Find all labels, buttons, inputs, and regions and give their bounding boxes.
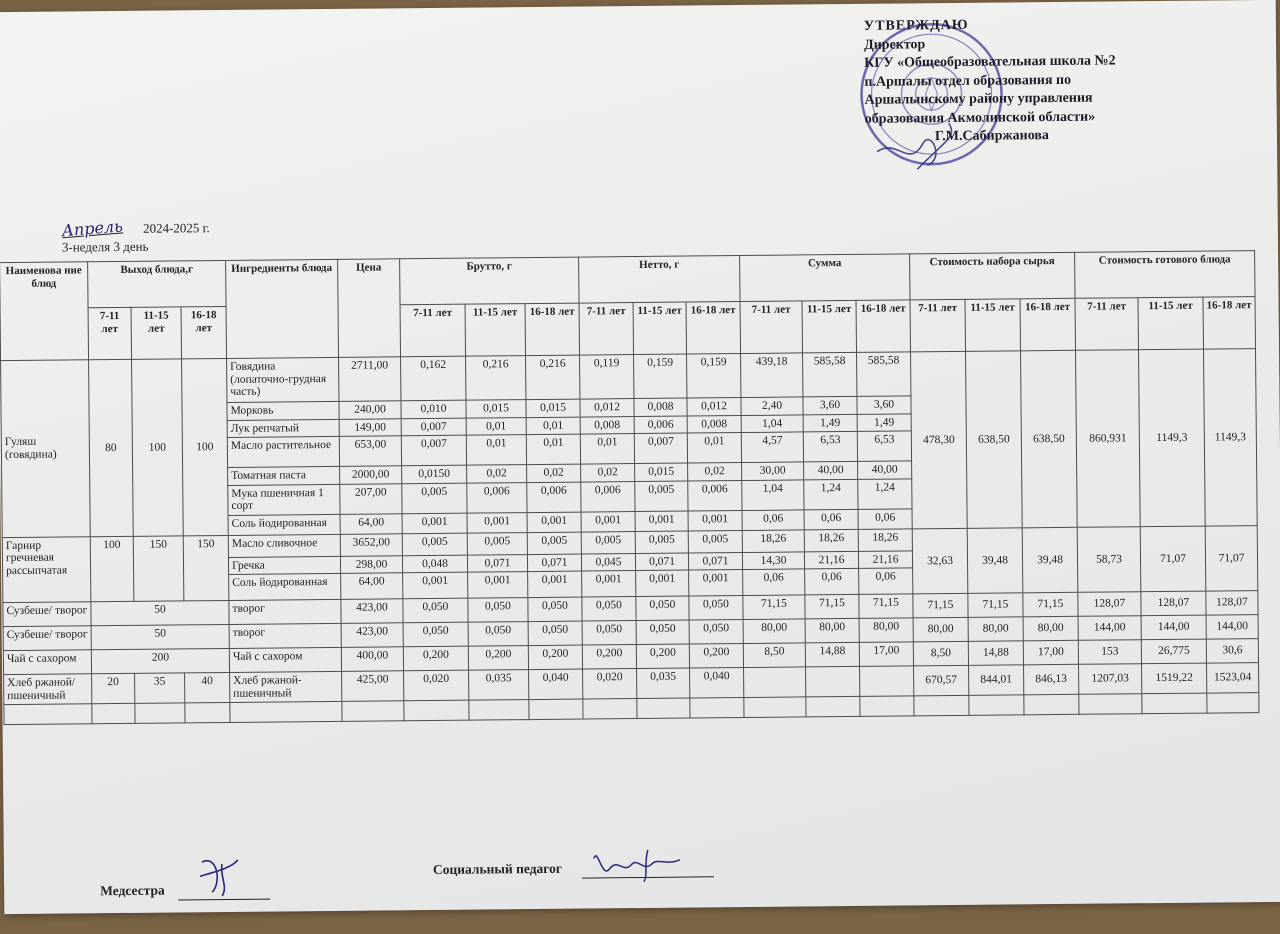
value-cell: 0,050 bbox=[403, 622, 468, 647]
age-header: 7-11 лет bbox=[740, 301, 802, 354]
value-cell: 21,16 bbox=[804, 551, 858, 569]
value-cell: 0,007 bbox=[401, 418, 466, 436]
value-cell: 17,00 bbox=[859, 642, 913, 667]
value-cell: 0,159 bbox=[634, 354, 687, 399]
value-cell: 0,119 bbox=[580, 355, 634, 400]
raw-cost-cell: 638,50 bbox=[966, 351, 1023, 528]
value-cell: 0,050 bbox=[468, 622, 528, 647]
age-header: 7-11 лет bbox=[1075, 298, 1138, 351]
value-cell: 0,02 bbox=[688, 463, 742, 481]
dish-name: Чай с сахором bbox=[3, 650, 91, 675]
value-cell: 0,162 bbox=[401, 356, 466, 401]
ingredient-price: 3652,00 bbox=[340, 533, 402, 556]
empty-cell bbox=[185, 702, 230, 722]
ingredient-name: Масло сливочное bbox=[228, 534, 340, 557]
ready-cost-cell: 71,07 bbox=[1140, 526, 1206, 592]
value-cell: 585,58 bbox=[857, 352, 911, 397]
value-cell: 0,050 bbox=[689, 596, 743, 621]
ingredient-price: 64,00 bbox=[341, 573, 403, 600]
value-cell: 0,012 bbox=[687, 398, 741, 416]
age-header: 11-15 лет bbox=[802, 300, 856, 353]
total-cell: 1519,22 bbox=[1142, 663, 1207, 694]
age-header: 7-11 лет bbox=[910, 299, 965, 352]
age-header: 11-15 лет bbox=[465, 304, 525, 357]
ready-cost-cell: 1149,3 bbox=[1203, 349, 1257, 526]
value-cell: 0,159 bbox=[687, 354, 741, 399]
value-cell: 1,04 bbox=[742, 479, 804, 510]
raw-cost-cell: 80,00 bbox=[968, 617, 1023, 642]
value-cell: 0,01 bbox=[466, 417, 526, 435]
value-cell: 0,001 bbox=[635, 511, 688, 532]
value-cell: 0,071 bbox=[527, 554, 581, 572]
dish-output: 150 bbox=[183, 535, 229, 601]
raw-cost-cell: 14,88 bbox=[968, 641, 1023, 666]
col-header-raw-cost: Стоимость набора сырья bbox=[910, 252, 1075, 300]
raw-cost-cell: 80,00 bbox=[913, 617, 968, 642]
value-cell: 0,200 bbox=[636, 644, 689, 669]
value-cell: 0,035 bbox=[637, 668, 690, 699]
value-cell: 0,06 bbox=[859, 568, 913, 595]
value-cell: 0,015 bbox=[635, 463, 688, 481]
ingredient-name: Соль йодированная bbox=[229, 573, 341, 600]
value-cell: 0,001 bbox=[468, 572, 528, 599]
ingredient-price: 425,00 bbox=[342, 671, 404, 702]
value-cell: 0,02 bbox=[581, 464, 635, 482]
total-cell: 844,01 bbox=[969, 665, 1024, 696]
value-cell bbox=[806, 666, 860, 697]
ingredient-name: Говядина (лопаточно-грудная часть) bbox=[227, 357, 339, 402]
value-cell: 0,0150 bbox=[402, 465, 467, 483]
value-cell: 0,010 bbox=[401, 400, 466, 418]
value-cell: 0,200 bbox=[528, 645, 582, 670]
value-cell: 0,020 bbox=[583, 669, 637, 700]
empty-cell bbox=[529, 699, 583, 720]
total-cell: 1523,04 bbox=[1207, 663, 1259, 693]
age-header: 16-18 лет bbox=[856, 300, 910, 353]
empty-cell bbox=[860, 696, 914, 717]
value-cell: 0,005 bbox=[402, 533, 467, 556]
value-cell: 21,16 bbox=[858, 550, 912, 568]
age-header: 7-11 лет bbox=[88, 307, 131, 359]
ready-cost-cell: 71,07 bbox=[1205, 525, 1258, 591]
ingredient-price: 207,00 bbox=[340, 483, 402, 514]
col-header-price: Цена bbox=[338, 259, 401, 358]
ingredient-name: Хлеб ржаной-пшеничный bbox=[230, 671, 342, 702]
value-cell: 80,00 bbox=[743, 619, 805, 644]
value-cell: 30,00 bbox=[742, 462, 804, 480]
dish-output: 150 bbox=[133, 535, 184, 601]
dish-output: 35 bbox=[135, 673, 185, 703]
value-cell: 1,24 bbox=[858, 478, 912, 509]
empty-cell bbox=[637, 698, 690, 719]
value-cell: 0,001 bbox=[402, 513, 467, 534]
value-cell: 71,15 bbox=[859, 594, 913, 619]
value-cell: 0,008 bbox=[687, 415, 741, 433]
value-cell: 0,071 bbox=[688, 552, 742, 570]
ingredient-name: творог bbox=[229, 623, 341, 648]
dish-output: 100 bbox=[90, 536, 134, 602]
ingredient-price: 298,00 bbox=[340, 555, 402, 573]
empty-cell bbox=[135, 703, 185, 723]
value-cell: 0,200 bbox=[468, 646, 528, 671]
value-cell: 80,00 bbox=[805, 618, 859, 643]
empty-cell bbox=[230, 701, 342, 722]
empty-cell bbox=[92, 703, 135, 723]
col-header-output: Выход блюда,г bbox=[88, 260, 226, 307]
empty-cell bbox=[342, 701, 404, 722]
value-cell: 0,01 bbox=[526, 417, 580, 435]
ready-cost-cell: 128,07 bbox=[1206, 591, 1258, 615]
value-cell: 0,050 bbox=[582, 597, 636, 622]
social-signature-icon bbox=[588, 843, 698, 884]
dish-output: 40 bbox=[185, 672, 230, 702]
ready-cost-cell: 153 bbox=[1078, 640, 1141, 665]
value-cell: 0,040 bbox=[529, 669, 583, 700]
ingredient-name: Масло растительное bbox=[227, 436, 339, 467]
ready-cost-cell: 860,931 bbox=[1076, 350, 1141, 527]
raw-cost-cell: 32,63 bbox=[912, 528, 968, 594]
ready-cost-cell: 128,07 bbox=[1078, 592, 1141, 617]
value-cell: 0,006 bbox=[634, 416, 687, 434]
age-header: 7-11 лет bbox=[579, 303, 633, 356]
value-cell: 0,012 bbox=[580, 399, 634, 417]
value-cell: 0,071 bbox=[467, 554, 527, 572]
raw-cost-cell: 638,50 bbox=[1021, 350, 1078, 527]
ready-cost-cell: 144,00 bbox=[1078, 616, 1141, 641]
age-header: 11-15 лет bbox=[633, 302, 686, 355]
value-cell: 439,18 bbox=[741, 353, 803, 398]
value-cell: 0,001 bbox=[636, 570, 689, 597]
age-header: 11-15 лет bbox=[965, 299, 1020, 352]
nurse-label: Медсестра bbox=[100, 882, 165, 899]
value-cell: 0,040 bbox=[690, 668, 744, 699]
value-cell: 0,02 bbox=[527, 464, 581, 482]
value-cell: 0,001 bbox=[403, 572, 468, 599]
value-cell: 0,001 bbox=[688, 510, 742, 531]
dish-output: 20 bbox=[92, 673, 135, 703]
empty-cell bbox=[914, 695, 969, 716]
empty-cell bbox=[404, 700, 469, 721]
value-cell bbox=[744, 667, 806, 698]
approval-line: п.Аршалы отдел образования по bbox=[864, 72, 1072, 90]
value-cell: 0,06 bbox=[743, 569, 805, 596]
approval-signer: Г.М.Сабиржанова bbox=[934, 128, 1049, 145]
value-cell: 0,02 bbox=[467, 465, 527, 483]
value-cell: 18,26 bbox=[742, 529, 804, 552]
ingredient-price: 2711,00 bbox=[339, 357, 401, 402]
empty-cell bbox=[1207, 693, 1259, 713]
ingredient-name: Соль йодированная bbox=[228, 514, 340, 535]
dish-name: Сузбеше/ творог bbox=[3, 602, 91, 627]
age-header: 11-15 лет bbox=[131, 307, 181, 359]
value-cell: 0,005 bbox=[688, 530, 742, 553]
value-cell: 0,035 bbox=[469, 670, 529, 701]
empty-cell bbox=[806, 696, 860, 717]
ingredient-name: Лук репчатый bbox=[227, 419, 339, 438]
value-cell: 0,007 bbox=[634, 433, 687, 464]
raw-cost-cell: 8,50 bbox=[913, 641, 968, 666]
raw-cost-cell: 39,48 bbox=[1022, 527, 1078, 593]
ready-cost-cell: 128,07 bbox=[1141, 591, 1206, 616]
value-cell: 0,050 bbox=[528, 621, 582, 646]
col-header-ready-cost: Стоимость готового блюда bbox=[1075, 251, 1255, 299]
value-cell: 40,00 bbox=[858, 461, 912, 479]
raw-cost-cell: 478,30 bbox=[911, 351, 968, 528]
empty-cell bbox=[969, 695, 1024, 716]
value-cell: 0,005 bbox=[581, 531, 635, 554]
ingredient-name: творог bbox=[229, 599, 341, 624]
ready-cost-cell: 144,00 bbox=[1206, 615, 1258, 639]
dish-output: 50 bbox=[91, 600, 229, 625]
value-cell: 585,58 bbox=[803, 352, 857, 397]
nurse-signature-icon bbox=[192, 852, 242, 898]
value-cell: 0,071 bbox=[635, 553, 688, 571]
ingredient-name: Мука пшеничная 1 сорт bbox=[228, 484, 340, 515]
value-cell: 4,57 bbox=[741, 432, 803, 463]
col-header-netto: Нетто, г bbox=[579, 256, 740, 304]
value-cell: 0,050 bbox=[582, 621, 636, 646]
value-cell: 0,200 bbox=[403, 646, 468, 671]
total-cell: 1207,03 bbox=[1079, 664, 1142, 695]
value-cell: 0,06 bbox=[858, 508, 912, 529]
value-cell: 0,200 bbox=[689, 644, 743, 669]
value-cell: 0,06 bbox=[742, 509, 804, 530]
empty-cell bbox=[4, 704, 92, 725]
value-cell: 0,050 bbox=[636, 620, 689, 645]
approval-title: УТВЕРЖДАЮ bbox=[863, 17, 969, 34]
empty-cell bbox=[469, 700, 529, 721]
raw-cost-cell: 71,15 bbox=[968, 593, 1023, 618]
value-cell: 0,050 bbox=[468, 598, 528, 623]
value-cell: 0,045 bbox=[581, 553, 635, 571]
ingredient-price: 400,00 bbox=[341, 647, 403, 672]
handwritten-month: Апрель bbox=[61, 216, 124, 241]
ready-cost-cell: 26,775 bbox=[1141, 639, 1206, 664]
empty-cell bbox=[1079, 694, 1142, 715]
value-cell: 0,200 bbox=[582, 645, 636, 670]
value-cell: 0,001 bbox=[527, 512, 581, 533]
empty-cell bbox=[1024, 694, 1079, 715]
value-cell: 0,020 bbox=[404, 670, 469, 701]
ingredient-name: Гречка bbox=[228, 556, 340, 575]
age-header: 11-15 лет bbox=[1138, 297, 1203, 350]
value-cell: 0,005 bbox=[635, 531, 688, 554]
social-pedagogue-label: Социальный педагог bbox=[432, 860, 562, 878]
value-cell: 0,006 bbox=[467, 482, 527, 513]
value-cell: 3,60 bbox=[857, 396, 911, 414]
ingredient-name: Томатная паста bbox=[228, 466, 340, 485]
value-cell: 1,04 bbox=[741, 414, 803, 432]
dish-name: Сузбеше/ творог bbox=[3, 626, 91, 651]
value-cell: 0,050 bbox=[528, 597, 582, 622]
ingredient-price: 653,00 bbox=[339, 436, 401, 467]
col-header-brutto: Брутто, г bbox=[400, 257, 579, 305]
age-header: 16-18 лет bbox=[1020, 298, 1075, 351]
raw-cost-cell: 71,15 bbox=[913, 593, 968, 618]
raw-cost-cell: 71,15 bbox=[1023, 592, 1078, 617]
value-cell: 0,216 bbox=[466, 356, 526, 401]
approval-line: КГУ «Общеобразовательная школа №2 bbox=[864, 53, 1116, 71]
dish-output: 80 bbox=[89, 359, 134, 536]
week-day: 3-неделя 3 день bbox=[61, 238, 149, 255]
value-cell: 0,005 bbox=[402, 483, 467, 514]
value-cell bbox=[860, 666, 914, 697]
value-cell: 0,001 bbox=[467, 512, 527, 533]
value-cell: 40,00 bbox=[804, 461, 858, 479]
value-cell: 3,60 bbox=[803, 396, 857, 414]
menu-table bbox=[0, 250, 1259, 725]
empty-cell bbox=[690, 698, 744, 719]
school-year: 2024-2025 г. bbox=[142, 220, 210, 236]
value-cell: 71,15 bbox=[805, 594, 859, 619]
value-cell: 0,015 bbox=[526, 399, 580, 417]
value-cell: 0,01 bbox=[466, 435, 526, 466]
dish-name: Гуляш (говядина) bbox=[1, 360, 91, 537]
value-cell: 0,050 bbox=[636, 596, 689, 621]
value-cell: 0,006 bbox=[527, 482, 581, 513]
ingredient-price: 64,00 bbox=[340, 513, 402, 534]
value-cell: 0,006 bbox=[581, 481, 635, 512]
value-cell: 0,001 bbox=[581, 511, 635, 532]
total-cell: 846,13 bbox=[1024, 664, 1079, 695]
value-cell: 1,24 bbox=[804, 479, 858, 510]
raw-cost-cell: 80,00 bbox=[1023, 616, 1078, 641]
col-header-sum: Сумма bbox=[740, 254, 910, 302]
value-cell: 0,008 bbox=[634, 398, 687, 416]
ready-cost-cell: 30,6 bbox=[1206, 639, 1258, 663]
ready-cost-cell: 1149,3 bbox=[1139, 349, 1206, 526]
ready-cost-cell: 144,00 bbox=[1141, 615, 1206, 640]
empty-cell bbox=[744, 697, 806, 718]
value-cell: 0,01 bbox=[687, 433, 741, 464]
approval-block bbox=[864, 15, 1117, 147]
empty-cell bbox=[583, 699, 637, 720]
value-cell: 2,40 bbox=[741, 397, 803, 415]
dish-output: 100 bbox=[182, 358, 229, 535]
value-cell: 0,050 bbox=[403, 598, 468, 623]
col-header-ingredients: Ингредиенты блюда bbox=[226, 259, 339, 358]
ingredient-price: 149,00 bbox=[339, 418, 401, 436]
dish-output: 200 bbox=[91, 648, 229, 673]
value-cell: 0,015 bbox=[466, 400, 526, 418]
value-cell: 71,15 bbox=[743, 595, 805, 620]
value-cell: 1,49 bbox=[803, 414, 857, 432]
raw-cost-cell: 17,00 bbox=[1023, 640, 1078, 665]
value-cell: 0,048 bbox=[402, 555, 467, 573]
value-cell: 0,008 bbox=[580, 416, 634, 434]
value-cell: 0,01 bbox=[580, 434, 634, 465]
date-block bbox=[62, 218, 210, 256]
value-cell: 0,06 bbox=[805, 568, 859, 595]
dish-name: Гарнир гречневая рассыпчатая bbox=[2, 536, 91, 602]
value-cell: 0,050 bbox=[689, 620, 743, 645]
age-header: 16-18 лет bbox=[686, 302, 740, 355]
dish-output: 50 bbox=[91, 624, 229, 649]
ingredient-price: 423,00 bbox=[341, 599, 403, 624]
col-header-dish: Наименова ние блюд bbox=[0, 262, 89, 361]
age-header: 16-18 лет bbox=[181, 306, 226, 358]
value-cell: 8,50 bbox=[743, 643, 805, 668]
raw-cost-cell: 39,48 bbox=[967, 527, 1023, 593]
total-cell: 670,57 bbox=[914, 665, 969, 696]
signatures-block bbox=[100, 853, 1000, 899]
age-header: 16-18 лет bbox=[1203, 297, 1255, 349]
value-cell: 0,001 bbox=[528, 571, 582, 598]
dish-name: Хлеб ржаной/пшеничный bbox=[4, 674, 92, 705]
ingredient-price: 240,00 bbox=[339, 401, 401, 419]
value-cell: 6,53 bbox=[857, 431, 911, 462]
dish-output: 100 bbox=[132, 359, 184, 536]
ingredient-price: 423,00 bbox=[341, 623, 403, 648]
value-cell: 1,49 bbox=[857, 413, 911, 431]
value-cell: 14,88 bbox=[805, 642, 859, 667]
approval-line: Аршалынскому району управления bbox=[864, 90, 1093, 108]
approval-line: Директор bbox=[863, 36, 926, 53]
value-cell: 6,53 bbox=[803, 431, 857, 462]
value-cell: 0,007 bbox=[401, 435, 466, 466]
value-cell: 18,26 bbox=[858, 528, 912, 551]
approval-line: образования Акмолинской области» bbox=[864, 109, 1096, 127]
ingredient-name: Чай с сахором bbox=[229, 647, 341, 672]
age-header: 16-18 лет bbox=[525, 303, 579, 356]
age-header: 7-11 лет bbox=[400, 304, 465, 357]
value-cell: 0,001 bbox=[689, 570, 743, 597]
ready-cost-cell: 58,73 bbox=[1077, 526, 1141, 592]
value-cell: 0,001 bbox=[582, 571, 636, 598]
ingredient-price: 2000,00 bbox=[340, 466, 402, 484]
value-cell: 0,216 bbox=[526, 355, 580, 400]
ingredient-name: Морковь bbox=[227, 401, 339, 420]
value-cell: 14,30 bbox=[742, 551, 804, 569]
value-cell: 0,06 bbox=[804, 509, 858, 530]
value-cell: 0,006 bbox=[688, 480, 742, 511]
value-cell: 80,00 bbox=[859, 618, 913, 643]
value-cell: 0,005 bbox=[467, 532, 527, 555]
value-cell: 0,005 bbox=[527, 532, 581, 555]
value-cell: 18,26 bbox=[804, 529, 858, 552]
empty-cell bbox=[1142, 693, 1207, 714]
value-cell: 0,005 bbox=[635, 481, 688, 512]
value-cell: 0,01 bbox=[526, 434, 580, 465]
